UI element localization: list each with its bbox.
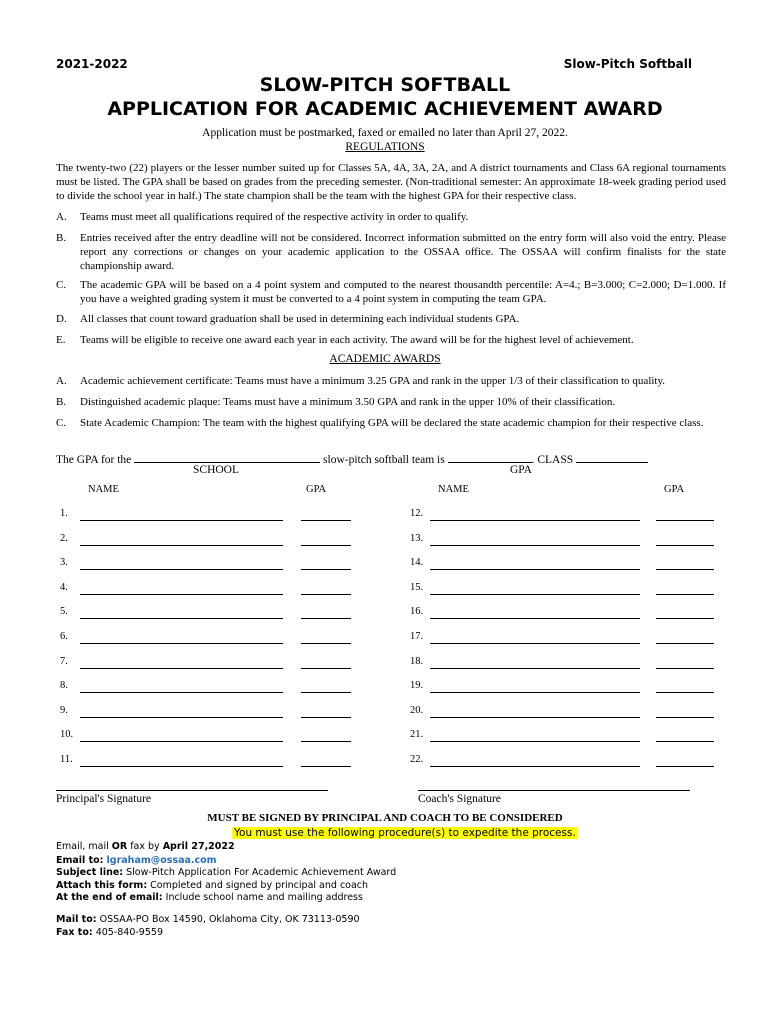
player-gpa-field[interactable] bbox=[656, 717, 714, 718]
email-link[interactable]: lgraham@ossaa.com bbox=[106, 855, 217, 866]
class-label: . CLASS bbox=[531, 454, 574, 466]
attach-line bbox=[56, 880, 368, 891]
header-sport: Slow-Pitch Softball bbox=[563, 57, 692, 71]
player-name-field[interactable] bbox=[80, 594, 283, 595]
row-number-right-2: 13. bbox=[410, 533, 424, 544]
player-gpa-field[interactable] bbox=[656, 594, 714, 595]
team-gpa-field[interactable] bbox=[448, 451, 532, 463]
item-text: The academic GPA will be based on a 4 point system and computed to the nearest thousandth percentile: A=4.; B=3.000; C=2.000; D=1.000. If you have a weighted grading system it must be converted to a 4 point system in computing the team GPA. bbox=[80, 279, 726, 305]
player-gpa-field[interactable] bbox=[301, 668, 351, 669]
player-gpa-field[interactable] bbox=[301, 643, 351, 644]
player-gpa-field[interactable] bbox=[656, 643, 714, 644]
player-name-field[interactable] bbox=[430, 766, 640, 767]
school-name-field[interactable] bbox=[134, 451, 320, 463]
coach-signature-field[interactable] bbox=[418, 790, 690, 791]
row-number-left-8: 8. bbox=[60, 680, 68, 691]
row-number-left-6: 6. bbox=[60, 631, 68, 642]
row-number-right-3: 14. bbox=[410, 557, 424, 568]
player-gpa-field[interactable] bbox=[656, 569, 714, 570]
fax-value: 405-840-9559 bbox=[95, 927, 163, 938]
player-name-field[interactable] bbox=[80, 717, 283, 718]
item-text: Entries received after the entry deadline will not be considered. Incorrect information submitted on the entry form will also void the entry. Please report any corrections or changes on your academic application to the OSSAA office. The OSSAA will confirm finalists for the state championship award. bbox=[80, 232, 726, 272]
player-gpa-field[interactable] bbox=[656, 766, 714, 767]
item-text: Teams must meet all qualifications required of the respective activity in order to qualify. bbox=[80, 211, 469, 223]
player-name-field[interactable] bbox=[80, 520, 283, 521]
class-field[interactable] bbox=[576, 451, 648, 463]
row-number-left-4: 4. bbox=[60, 582, 68, 593]
header-year: 2021-2022 bbox=[56, 57, 128, 71]
row-number-right-4: 15. bbox=[410, 582, 424, 593]
row-number-left-3: 3. bbox=[60, 557, 68, 568]
title-line-2: APPLICATION FOR ACADEMIC ACHIEVEMENT AWARD bbox=[107, 98, 663, 120]
player-name-field[interactable] bbox=[430, 643, 640, 644]
item-label: C. bbox=[56, 417, 67, 429]
player-gpa-field[interactable] bbox=[656, 545, 714, 546]
mail-to-line bbox=[56, 914, 360, 925]
fax-to-line bbox=[56, 927, 163, 938]
principal-signature-label: Principal's Signature bbox=[56, 793, 152, 805]
name-header-left: NAME bbox=[88, 484, 119, 495]
player-gpa-field[interactable] bbox=[656, 520, 714, 521]
attach-label: Attach this form: bbox=[56, 880, 148, 891]
row-number-left-1: 1. bbox=[60, 508, 68, 519]
gpa-middle: slow-pitch softball team is bbox=[323, 454, 445, 466]
player-gpa-field[interactable] bbox=[301, 520, 351, 521]
player-gpa-field[interactable] bbox=[301, 569, 351, 570]
player-name-field[interactable] bbox=[430, 545, 640, 546]
player-gpa-field[interactable] bbox=[301, 545, 351, 546]
player-name-field[interactable] bbox=[430, 692, 640, 693]
end-value: Include school name and mailing address bbox=[165, 892, 363, 903]
submit-or: OR bbox=[111, 841, 128, 852]
coach-signature-label: Coach's Signature bbox=[418, 793, 501, 805]
regulations-intro: The twenty-two (22) players or the lesser number suited up for Classes 5A, 4A, 3A, 2A, and A district tournaments and Class 6A regional tournaments must be listed. The GPA shall be based on grades from the preceding semester. (Non-traditional semester: An approximate 18-week grading period used to divide the school year in half.) The state champion shall be the team with the highest GPA for their respective class. bbox=[56, 162, 726, 202]
school-caption: SCHOOL bbox=[193, 464, 240, 476]
gpa-statement bbox=[56, 451, 648, 466]
mail-label: Mail to: bbox=[56, 914, 97, 925]
player-name-field[interactable] bbox=[430, 618, 640, 619]
deadline-text: Application must be postmarked, faxed or emailed no later than April 27, 2022. bbox=[202, 127, 568, 139]
player-gpa-field[interactable] bbox=[301, 618, 351, 619]
procedure-highlight: You must use the following procedure(s) to expedite the process. bbox=[234, 827, 576, 839]
player-gpa-field[interactable] bbox=[656, 668, 714, 669]
item-label: A. bbox=[56, 375, 67, 387]
player-name-field[interactable] bbox=[430, 594, 640, 595]
attach-value: Completed and signed by principal and coach bbox=[150, 880, 369, 891]
player-gpa-field[interactable] bbox=[301, 741, 351, 742]
row-number-left-9: 9. bbox=[60, 705, 68, 716]
player-name-field[interactable] bbox=[430, 569, 640, 570]
item-label: B. bbox=[56, 232, 67, 244]
item-text: Academic achievement certificate: Teams must have a minimum 3.25 GPA and rank in the upper 1/3 of their classification to quality. bbox=[80, 375, 666, 387]
player-gpa-field[interactable] bbox=[301, 692, 351, 693]
principal-signature-field[interactable] bbox=[56, 790, 328, 791]
subject-value: Slow-Pitch Application For Academic Achievement Award bbox=[126, 867, 397, 878]
row-number-left-5: 5. bbox=[60, 606, 68, 617]
row-number-right-7: 18. bbox=[410, 656, 424, 667]
player-gpa-field[interactable] bbox=[656, 741, 714, 742]
player-name-field[interactable] bbox=[80, 545, 283, 546]
awards-heading: ACADEMIC AWARDS bbox=[329, 353, 441, 365]
item-label: A. bbox=[56, 211, 67, 223]
item-text: Teams will be eligible to receive one award each year in each activity. The award will be for the highest level of achievement. bbox=[80, 334, 634, 346]
item-text: Distinguished academic plaque: Teams must have a minimum 3.50 GPA and rank in the upper 10% of their classification. bbox=[80, 396, 616, 408]
player-name-field[interactable] bbox=[80, 692, 283, 693]
row-number-right-1: 12. bbox=[410, 508, 424, 519]
item-text: State Academic Champion: The team with the highest qualifying GPA will be declared the state academic champion for their respective class. bbox=[80, 417, 704, 429]
end-of-email-line bbox=[56, 892, 363, 903]
player-name-field[interactable] bbox=[80, 643, 283, 644]
gpa-prefix: The GPA for the bbox=[56, 454, 132, 466]
player-gpa-field[interactable] bbox=[301, 594, 351, 595]
player-name-field[interactable] bbox=[80, 618, 283, 619]
title-line-1: SLOW-PITCH SOFTBALL bbox=[259, 74, 511, 96]
row-number-left-10: 10. bbox=[60, 729, 74, 740]
item-text: All classes that count toward graduation shall be used in determining each individual students GPA. bbox=[80, 313, 520, 325]
regulations-heading: REGULATIONS bbox=[345, 141, 425, 153]
mail-value: OSSAA-PO Box 14590, Oklahoma City, OK 73113-0590 bbox=[99, 914, 360, 925]
submit-date: April 27,2022 bbox=[162, 841, 235, 852]
submit-text: Email, mail bbox=[56, 841, 112, 852]
item-label: B. bbox=[56, 396, 67, 408]
gpa-header-left: GPA bbox=[306, 484, 327, 495]
submit-text-2: fax by bbox=[127, 841, 163, 852]
gpa-header-right: GPA bbox=[664, 484, 685, 495]
gpa-caption: GPA bbox=[510, 464, 532, 476]
submit-deadline-line bbox=[56, 841, 235, 852]
must-sign-notice: MUST BE SIGNED BY PRINCIPAL AND COACH TO BE CONSIDERED bbox=[207, 812, 563, 824]
player-name-field[interactable] bbox=[80, 766, 283, 767]
player-gpa-field[interactable] bbox=[301, 717, 351, 718]
row-number-right-6: 17. bbox=[410, 631, 424, 642]
subject-label: Subject line: bbox=[56, 867, 124, 878]
item-label: D. bbox=[56, 313, 67, 325]
player-name-field[interactable] bbox=[80, 741, 283, 742]
row-number-right-5: 16. bbox=[410, 606, 424, 617]
fax-label: Fax to: bbox=[56, 927, 93, 938]
row-number-left-7: 7. bbox=[60, 656, 68, 667]
row-number-right-10: 21. bbox=[410, 729, 424, 740]
player-gpa-field[interactable] bbox=[656, 618, 714, 619]
row-number-right-11: 22. bbox=[410, 754, 424, 765]
player-name-field[interactable] bbox=[430, 520, 640, 521]
player-name-field[interactable] bbox=[430, 717, 640, 718]
email-label: Email to: bbox=[56, 855, 104, 866]
player-name-field[interactable] bbox=[430, 741, 640, 742]
subject-line bbox=[56, 867, 396, 878]
row-number-left-11: 11. bbox=[60, 754, 73, 765]
name-header-right: NAME bbox=[438, 484, 469, 495]
player-gpa-field[interactable] bbox=[301, 766, 351, 767]
row-number-right-8: 19. bbox=[410, 680, 424, 691]
item-label: E. bbox=[56, 334, 66, 346]
player-gpa-field[interactable] bbox=[656, 692, 714, 693]
end-label: At the end of email: bbox=[56, 892, 163, 903]
item-label: C. bbox=[56, 279, 67, 291]
player-name-field[interactable] bbox=[80, 569, 283, 570]
row-number-left-2: 2. bbox=[60, 533, 68, 544]
player-name-field[interactable] bbox=[80, 668, 283, 669]
player-name-field[interactable] bbox=[430, 668, 640, 669]
email-to-line bbox=[56, 855, 217, 866]
row-number-right-9: 20. bbox=[410, 705, 424, 716]
